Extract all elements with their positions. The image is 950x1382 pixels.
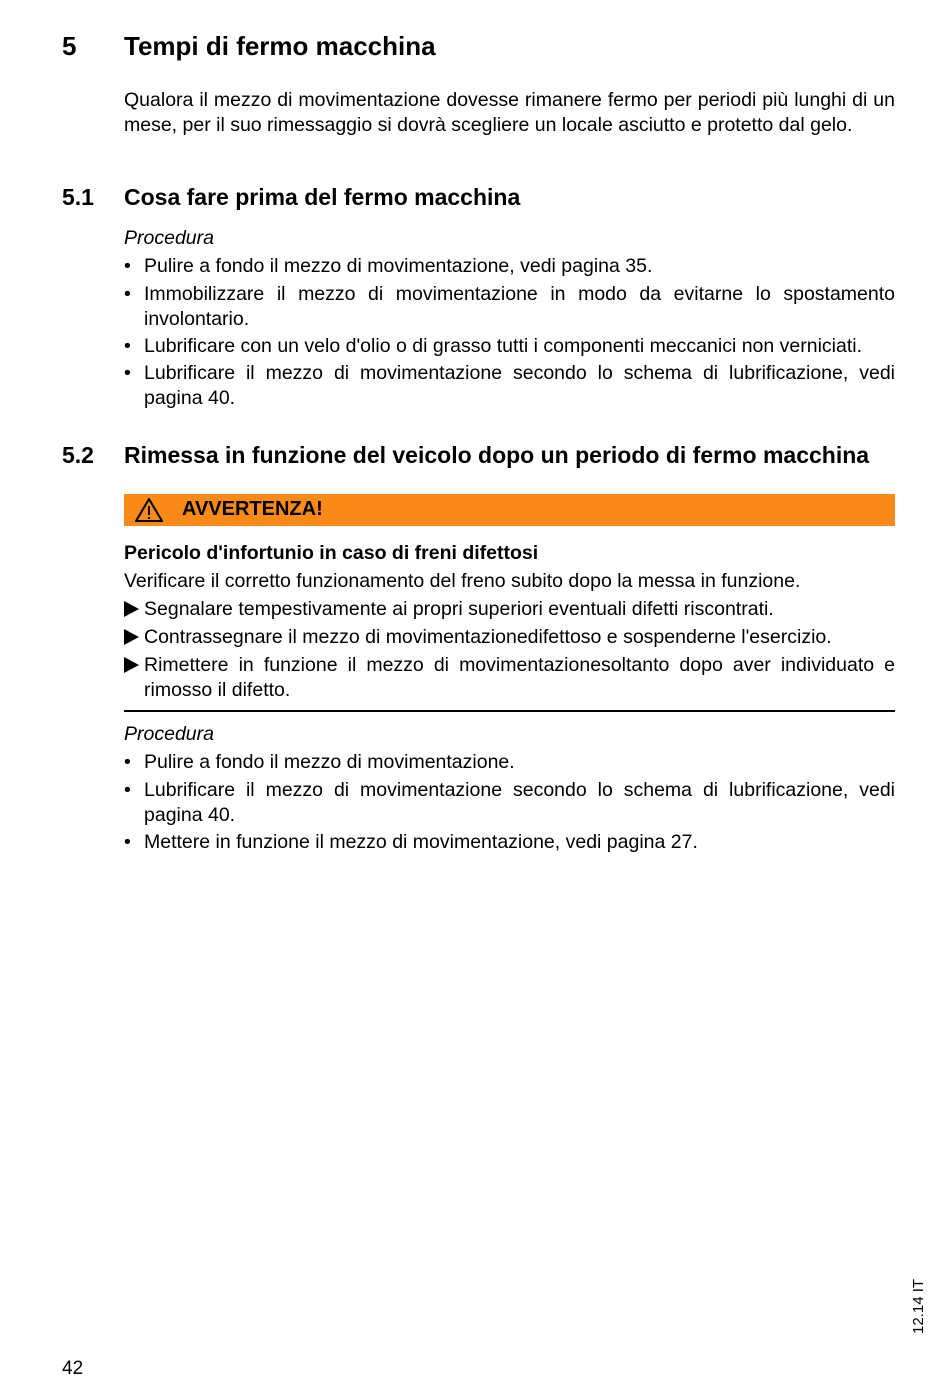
warning-action bbox=[124, 597, 895, 622]
list-item-text: Pulire a fondo il mezzo di movimentazione, vedi pagina 35. bbox=[144, 255, 653, 277]
section-5-2-number: 5.2 bbox=[62, 442, 94, 468]
list-item bbox=[124, 830, 895, 855]
warning-triangle-icon bbox=[134, 497, 164, 528]
bullet: • bbox=[124, 751, 131, 773]
list-item bbox=[124, 334, 895, 359]
edition-label: 12.14 IT bbox=[910, 1278, 927, 1334]
bullet: • bbox=[124, 255, 131, 277]
page-number: 42 bbox=[62, 1358, 84, 1379]
list-item bbox=[124, 361, 895, 410]
list-item-text: Lubrificare con un velo d'olio o di grasso tutti i componenti meccanici non verniciati. bbox=[144, 335, 863, 357]
list-item-text: Immobilizzare il mezzo di movimentazione in modo da evitarne lo spostamento involontario. bbox=[144, 283, 895, 330]
warning-label: AVVERTENZA! bbox=[182, 498, 323, 520]
warning-banner bbox=[124, 494, 895, 526]
section-5-intro: Qualora il mezzo di movimentazione dovesse rimanere fermo per periodi più lunghi di un mese, per il suo rimessaggio si dovrà scegliere un locale asciutto e protetto dal gelo. bbox=[124, 89, 895, 136]
bullet: • bbox=[124, 335, 131, 357]
list-item-text: Mettere in funzione il mezzo di movimentazione, vedi pagina 27. bbox=[144, 831, 698, 853]
bullet: • bbox=[124, 779, 131, 801]
list-item bbox=[124, 750, 895, 775]
list-item-text: Pulire a fondo il mezzo di movimentazione. bbox=[144, 751, 515, 773]
section-5-1-title: Cosa fare prima del fermo macchina bbox=[124, 184, 521, 210]
section-5-title: Tempi di fermo macchina bbox=[124, 31, 436, 61]
bullet: • bbox=[124, 283, 131, 305]
arrow-right-icon bbox=[124, 657, 139, 673]
procedure-label: Procedura bbox=[124, 227, 214, 249]
list-item bbox=[124, 778, 895, 827]
warning-heading: Pericolo d'infortunio in caso di freni difettosi bbox=[124, 542, 539, 564]
section-5-2-title: Rimessa in funzione del veicolo dopo un periodo di fermo macchina bbox=[124, 442, 870, 468]
list-item bbox=[124, 254, 895, 279]
section-5-1-number: 5.1 bbox=[62, 184, 94, 210]
warning-action bbox=[124, 653, 895, 702]
arrow-right-icon bbox=[124, 629, 139, 645]
arrow-right-icon bbox=[124, 601, 139, 617]
list-item-text: Lubrificare il mezzo di movimentazione secondo lo schema di lubrificazione, vedi pagina 40. bbox=[144, 779, 895, 826]
warning-action bbox=[124, 625, 895, 650]
list-item bbox=[124, 282, 895, 331]
procedure-label: Procedura bbox=[124, 723, 214, 745]
warning-action-text: Contrassegnare il mezzo di movimentazionedifettoso e sospenderne l'esercizio. bbox=[144, 626, 832, 648]
warning-divider bbox=[124, 710, 895, 712]
warning-text: Verificare il corretto funzionamento del freno subito dopo la messa in funzione. bbox=[124, 570, 801, 592]
warning-action-text: Segnalare tempestivamente ai propri superiori eventuali difetti riscontrati. bbox=[144, 598, 774, 620]
bullet: • bbox=[124, 831, 131, 853]
section-5-number: 5 bbox=[62, 31, 77, 61]
warning-action-text: Rimettere in funzione il mezzo di movimentazionesoltanto dopo aver individuato e rimosso il difetto. bbox=[144, 654, 895, 701]
bullet: • bbox=[124, 362, 131, 384]
list-item-text: Lubrificare il mezzo di movimentazione secondo lo schema di lubrificazione, vedi pagina 40. bbox=[144, 362, 895, 409]
